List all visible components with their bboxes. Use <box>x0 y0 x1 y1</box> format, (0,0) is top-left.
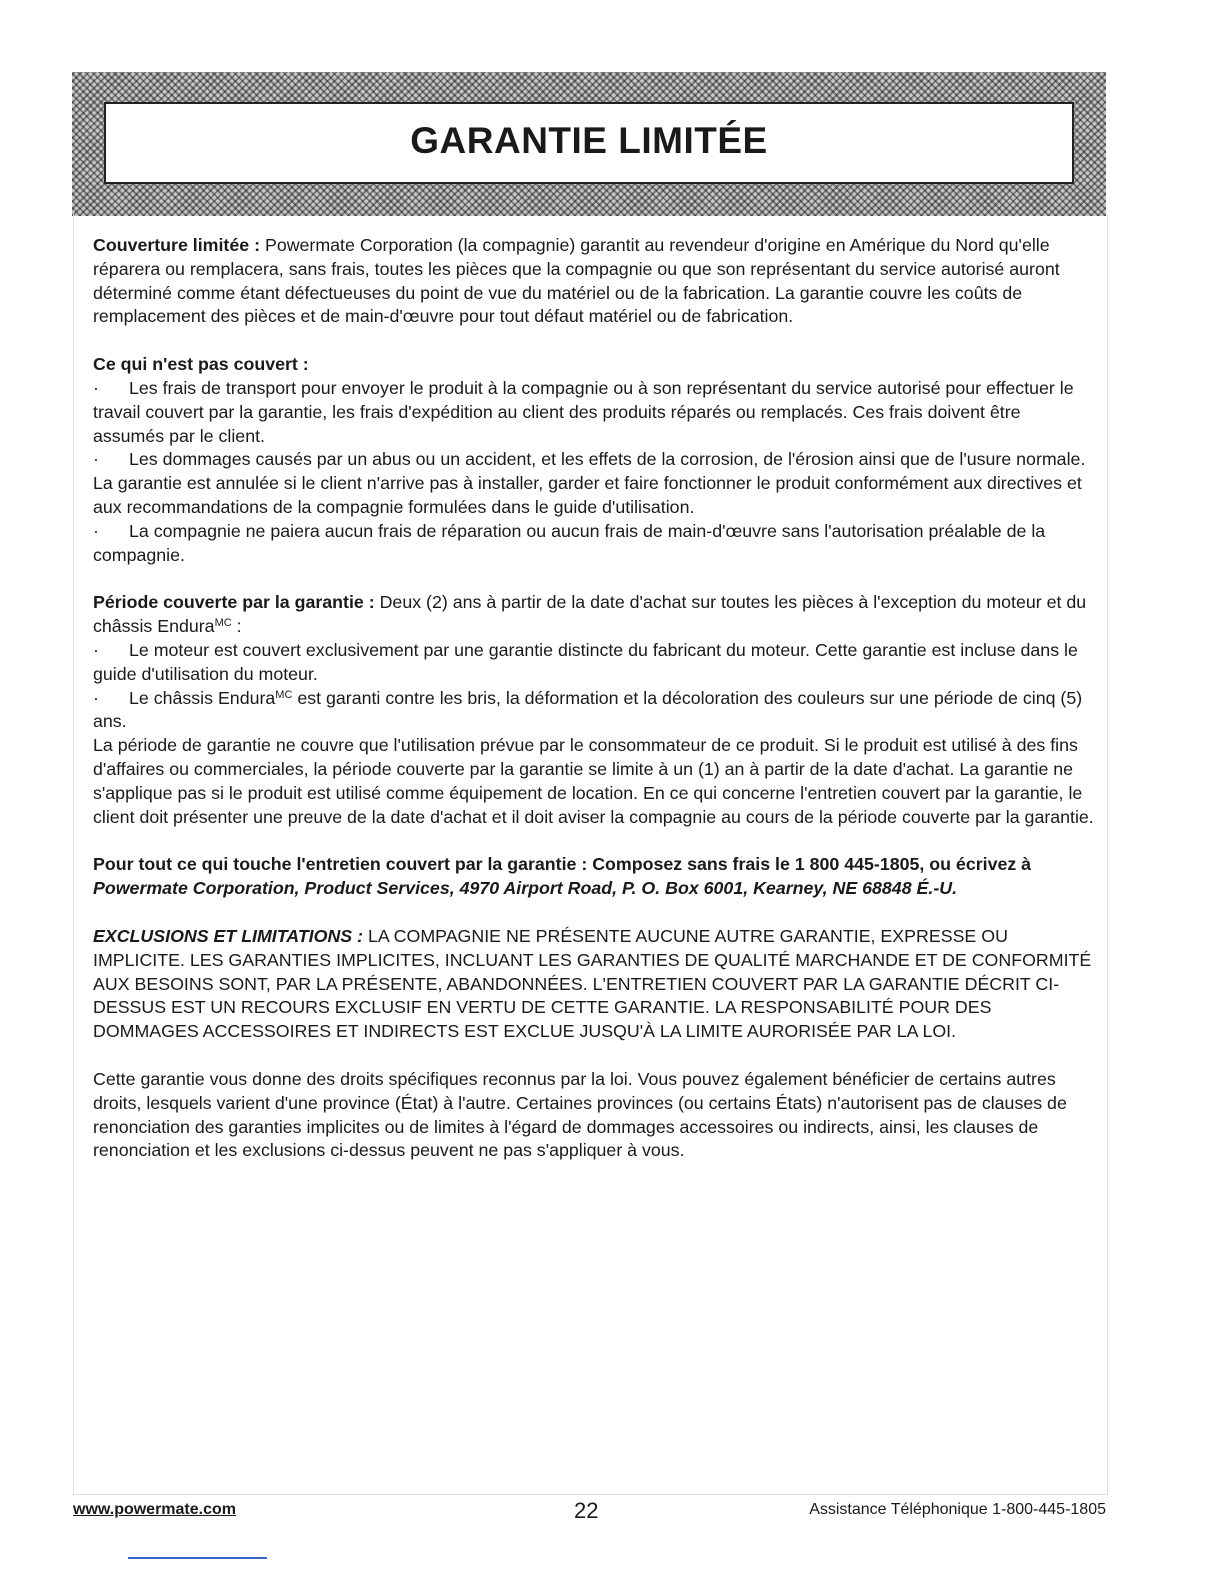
list-item <box>93 639 1095 687</box>
service-section <box>93 853 1095 901</box>
mc-mark: MC <box>214 617 232 630</box>
mc-mark: MC <box>275 688 293 701</box>
title-banner <box>72 72 1106 216</box>
couverture-label: Couverture limitée : <box>93 235 260 255</box>
service-text: Pour tout ce qui touche l'entretien couvert par la garantie : Composez sans frais le 1 800 445-1805, ou écrivez à <box>93 854 1032 875</box>
list-item <box>93 448 1095 519</box>
bullet: · <box>93 520 99 541</box>
non-couvert-label: Ce qui n'est pas couvert : <box>93 354 309 375</box>
droits-text: Cette garantie vous donne des droits spécifiques reconnus par la loi. Vous pouvez également bénéficier de certains autres droits, lesquels varient d'une province (État) à l'autre. Certaines provinces (ou certains États) n'autorisent pas de clauses de renonciation des garanties implicites ou de limites à l'égard de dommages accessoires ou indirects, ainsi, les clauses de renonciation et les exclusions ci-dessus peuvent ne pas s'appliquer à vous. <box>93 1068 1067 1161</box>
list-item-text: Le châssis Endura <box>129 687 276 708</box>
list-item <box>93 687 1095 735</box>
website-link[interactable]: www.powermate.com <box>73 1501 236 1518</box>
periode-section <box>93 591 1095 639</box>
periode-label: Période couverte par la garantie : <box>93 592 375 613</box>
list-item-text: Les frais de transport pour envoyer le produit à la compagnie ou à son représentant du service autorisé pour effectuer le travail couvert par la garantie, les frais d'expédition au client des produits réparés ou remplacés. Ces frais doivent être assumés par le client. <box>93 377 1074 446</box>
bullet: · <box>93 639 99 660</box>
list-item <box>93 377 1095 448</box>
bullet: · <box>93 377 99 398</box>
couverture-text: Powermate Corporation (la compagnie) garantit au revendeur d'origine en Amérique du Nord qu'elle réparera ou remplacera, sans frais, toutes les pièces que la compagnie ou que son représentant du service autorisé auront déterminé comme étant défectueuses du point de vue du matériel ou de la fabrication. La garantie couvre les coûts de remplacement des pièces et de main-d'œuvre pour tout défaut matériel ou de fabrication. <box>93 235 1060 327</box>
couverture-section <box>93 234 1095 329</box>
bullet: · <box>93 449 99 470</box>
warranty-content <box>93 234 1095 1163</box>
list-item-text: Les dommages causés par un abus ou un accident, et les effets de la corrosion, de l'érosion ainsi que de l'usure normale. La garantie est annulée si le client n'arrive pas à installer, garder et faire fonctionner le produit conformément aux directives et aux recommandations de la compagnie formulées dans le guide d'utilisation. <box>93 449 1086 517</box>
title-box <box>104 102 1074 184</box>
periode-text: La période de garantie ne couvre que l'utilisation prévue par le consommateur de ce produit. Si le produit est utilisé à des fins d'affaires ou commerciales, la période couverte par la garantie se limite à un (1) an à partir de la date d'achat. La garantie ne s'applique pas si le produit est utilisé comme équipement de location. En ce qui concerne l'entretien couvert par la garantie, le client doit présenter une preuve de la date d'achat et il doit aviser la compagnie au cours de la période couverte par la garantie. <box>93 735 1094 827</box>
phone-support: Assistance Téléphonique 1-800-445-1805 <box>809 1501 1106 1518</box>
list-item-text: est garanti contre les bris, la déformation et la décoloration des couleurs sur une période de cinq (5) ans. <box>93 687 1083 732</box>
page-number: 22 <box>574 1498 599 1523</box>
page-title: GARANTIE LIMITÉE <box>410 120 768 161</box>
list-item-text: Le moteur est couvert exclusivement par une garantie distincte du fabricant du moteur. Cette garantie est incluse dans le guide d'utilisation du moteur. <box>93 639 1078 684</box>
exclusions-section <box>93 925 1095 1044</box>
service-address: Powermate Corporation, Product Services, 4970 Airport Road, P. O. Box 6001, Kearney, NE 68848 É.-U. <box>93 878 958 899</box>
exclusions-text: LA COMPAGNIE NE PRÉSENTE AUCUNE AUTRE GARANTIE, EXPRESSE OU IMPLICITE. LES GARANTIES IMPLICITES, INCLUANT LES GARANTIES DE QUALITÉ MARCHANDE ET DE CONFORMITÉ AUX BESOINS SONT, PAR LA PRÉSENTE, ABANDONNÉES. L'ENTRETIEN COUVERT PAR LA GARANTIE DÉCRIT CI-DESSUS EST UN RECOURS EXCLUSIF EN VERTU DE CETTE GARANTIE. LA RESPONSABILITÉ POUR DES DOMMAGES ACCESSOIRES ET INDIRECTS EST EXCLUE JUSQU'À LA LIMITE AURORISÉE PAR LA LOI. <box>93 925 1092 1042</box>
list-item-text: La compagnie ne paiera aucun frais de réparation ou aucun frais de main-d'œuvre sans l'autorisation préalable de la compagnie. <box>93 520 1046 565</box>
periode-intro-end: : <box>236 616 242 637</box>
list-item <box>93 520 1095 568</box>
exclusions-label: EXCLUSIONS ET LIMITATIONS : <box>93 925 364 946</box>
bullet: · <box>93 687 99 708</box>
periode-intro: Deux (2) ans à partir de la date d'achat sur toutes les pièces à l'exception du moteur et du châssis Endura <box>93 592 1087 637</box>
bottom-rule <box>128 1557 267 1559</box>
